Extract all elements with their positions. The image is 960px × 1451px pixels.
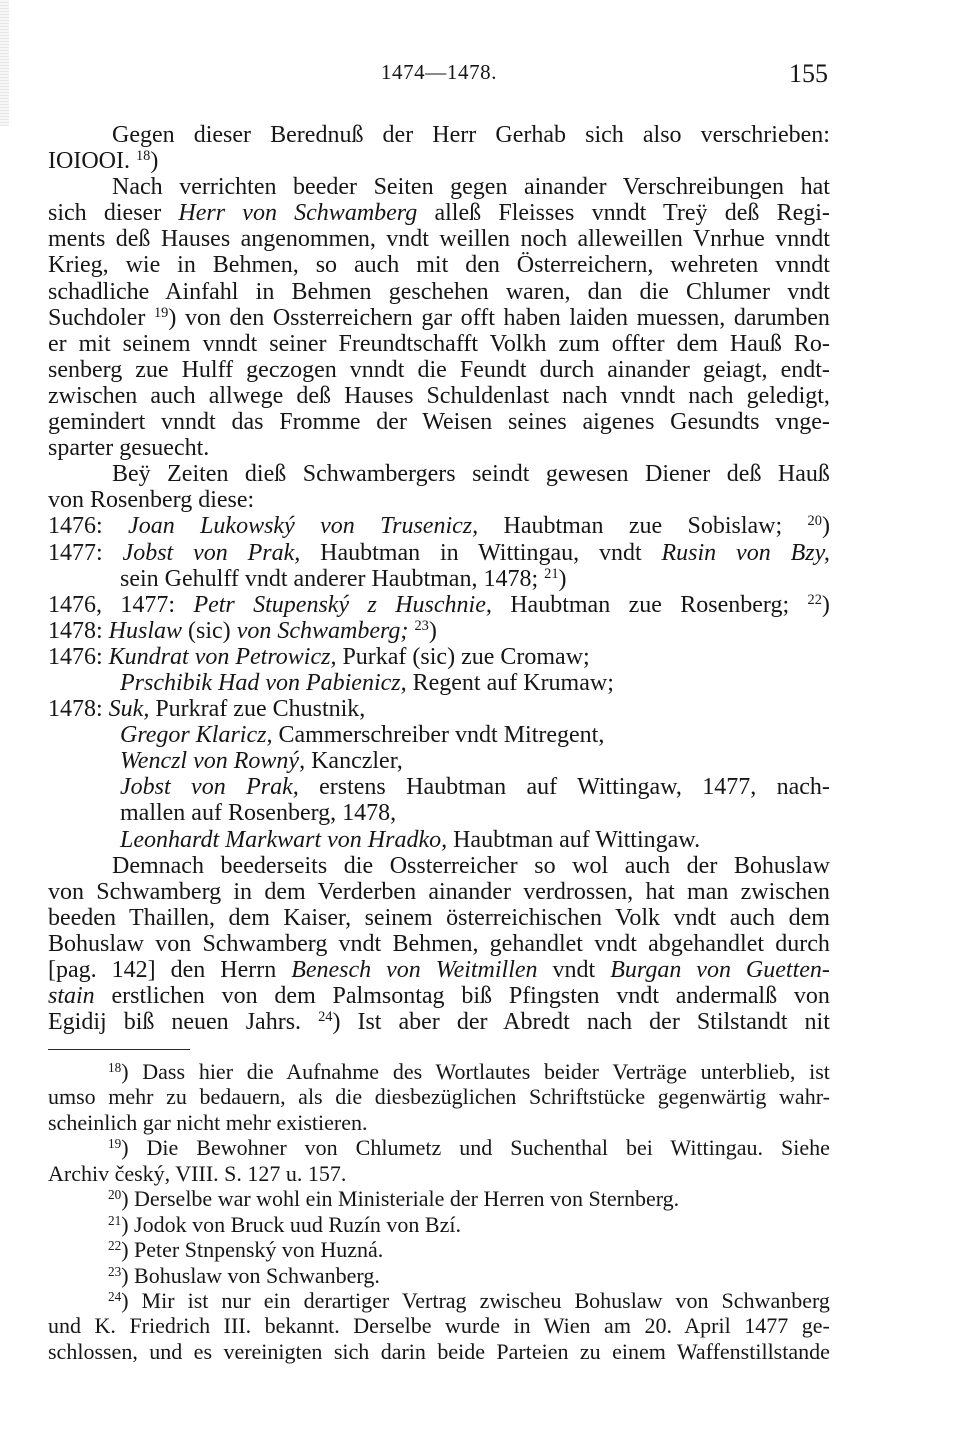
text-run: 1477:	[48, 539, 123, 566]
line-text	[48, 1339, 830, 1364]
line-text	[48, 1009, 830, 1035]
text-run: ) Bohuslaw von Schwanberg.	[121, 1262, 380, 1288]
text-run: gemindert vnndt das Fromme der Weisen seines aigenes Gesundts vnge-	[48, 409, 830, 436]
line-text	[48, 305, 830, 331]
text-run: schadliche Ainfahl in Behmen geschehen waren, dan die Chlumer vndt	[48, 278, 830, 305]
text-run: Suchdoler	[48, 304, 154, 331]
line-text	[48, 1110, 368, 1135]
text-run: ) Derselbe war wohl ein Ministeriale der Herren von Sternberg.	[121, 1186, 680, 1212]
line-text	[48, 148, 158, 174]
text-run: ) Mir ist nur ein derartiger Vertrag zwischeu Bohuslaw von Schwanberg	[121, 1287, 830, 1313]
line-text	[48, 696, 365, 722]
body-line	[48, 644, 830, 670]
footnote-ref: 22	[807, 591, 822, 608]
italic-text: Benesch von Weitmillen	[291, 957, 538, 983]
text-run: ) Dass hier die Aufnahme des Wortlautes beider Verträge unterblieb, ist	[121, 1059, 830, 1084]
body-line	[48, 566, 830, 592]
text-run: Archiv český, VIII. S. 127 u. 157.	[48, 1160, 347, 1186]
line-text	[48, 200, 830, 226]
text-run: sparter gesuecht.	[48, 435, 210, 462]
footnote-ref: 24	[108, 1288, 122, 1304]
italic-text: Burgan von Guetten-	[610, 957, 830, 983]
text-run: ments deß Hauses angenommen, vndt weillen noch alleweillen Vnrhue vnndt	[48, 226, 830, 253]
text-run: mallen auf Rosenberg, 1478,	[120, 800, 397, 827]
body-line	[48, 148, 830, 174]
body-line	[48, 331, 830, 357]
footnote-line	[48, 1288, 830, 1313]
text-run: Bohuslaw von Schwamberg vndt Behmen, gehandlet vndt abgehandlet durch	[48, 930, 830, 957]
line-text	[48, 357, 830, 383]
text-run: beeden Thaillen, dem Kaiser, seinem österreichischen Volk vndt auch dem	[48, 904, 830, 931]
line-text	[48, 331, 830, 357]
footnote-ref: 21	[108, 1212, 122, 1228]
body-line	[48, 279, 830, 305]
italic-text: Rusin von Bzy,	[661, 539, 830, 566]
line-text	[48, 540, 830, 566]
italic-text: Suk,	[108, 696, 150, 723]
body-line	[48, 252, 830, 278]
line-text	[108, 1263, 380, 1288]
line-text	[120, 800, 396, 826]
body-line	[48, 827, 830, 853]
footnote-line	[48, 1263, 830, 1288]
line-text	[120, 748, 403, 774]
body-line	[48, 487, 830, 513]
line-text	[112, 122, 830, 148]
italic-text: Prschibik Had von Pabienicz,	[120, 669, 407, 696]
body-line	[48, 670, 830, 696]
line-text	[48, 487, 254, 513]
footnote-line	[48, 1110, 830, 1135]
body-line	[48, 435, 830, 461]
text-run: ) Jodok von Bruck uud Ruzín von Bzí.	[121, 1211, 461, 1237]
line-text	[48, 1161, 346, 1186]
body-line	[48, 931, 830, 957]
footnote-line	[48, 1237, 830, 1262]
line-text	[108, 1237, 383, 1262]
text-run: 1476:	[48, 643, 109, 670]
italic-text: Huslaw	[108, 617, 183, 644]
line-text	[120, 670, 614, 696]
footnote-line	[48, 1212, 830, 1237]
text-run: (sic)	[182, 617, 237, 644]
italic-text: stain	[48, 983, 95, 1010]
footnote-line	[48, 1313, 830, 1338]
text-run: erstens Haubtman auf Wittingaw, 1477, nach-	[298, 774, 830, 801]
text-run: von Schwamberg in dem Verderben ainander verdrossen, hat man zwischen	[48, 878, 830, 905]
body-line	[48, 200, 830, 226]
text-run: )	[821, 591, 830, 618]
text-run: Egidij biß neuen Jahrs.	[48, 1009, 319, 1036]
body-line	[48, 383, 830, 409]
text-run: und K. Friedrich III. bekannt. Derselbe wurde in Wien am 20. April 1477 ge-	[48, 1313, 830, 1339]
text-run: Purkraf zue Chustnik,	[149, 696, 366, 723]
body-line	[48, 800, 830, 826]
text-run: sich dieser	[48, 200, 179, 227]
body-line	[48, 853, 830, 879]
footnote-ref: 18	[108, 1059, 122, 1075]
body-line	[48, 957, 830, 983]
text-run: [pag. 142] den Herrn	[48, 957, 292, 983]
text-run: erstlichen von dem Palmsontag biß Pfingsten vndt andermalß von	[94, 983, 830, 1010]
footnote-ref: 19	[108, 1136, 122, 1152]
line-text	[48, 983, 830, 1009]
text-run: Nach verrichten beeder Seiten gegen ainander Verschreibungen hat	[112, 174, 830, 201]
italic-text: Kundrat von Petrowicz,	[108, 643, 337, 670]
text-run: ) Die Bewohner von Chlumetz und Suchenthal bei Wittingau. Siehe	[121, 1135, 830, 1161]
text-run: )	[150, 148, 159, 175]
line-text	[48, 383, 830, 409]
footnote-line	[48, 1186, 830, 1211]
line-text	[108, 1288, 830, 1313]
line-text	[48, 226, 830, 252]
italic-text: Jobst von Prak,	[122, 539, 301, 566]
text-run: 1478:	[48, 617, 109, 644]
text-run: 1476:	[48, 513, 129, 540]
footnote-ref: 18	[135, 148, 151, 165]
body-line	[48, 696, 830, 722]
text-run: Regent auf Krumaw;	[406, 669, 614, 696]
italic-text: Petr Stupenský z Huschnie,	[193, 591, 492, 618]
text-run: IOIOOI.	[48, 148, 136, 175]
body-line	[48, 1009, 830, 1035]
text-run: ) Ist aber der Abredt nach der Stilstandt nit	[332, 1009, 830, 1036]
line-text	[48, 513, 830, 539]
text-run: 1476, 1477:	[48, 591, 194, 618]
text-run: zwischen auch allwege deß Hauses Schuldenlast nach vnndt nach geledigt,	[48, 382, 830, 409]
line-text	[108, 1212, 461, 1237]
text-run: alleß Fleisses vnndt Treÿ deß Regi-	[417, 200, 830, 227]
running-title: 1474—1478.	[380, 60, 498, 84]
italic-text: Wenczl von Rowný,	[120, 748, 306, 775]
body-line	[48, 409, 830, 435]
line-text	[48, 279, 830, 305]
scan-edge-shading	[0, 0, 9, 126]
body-line	[48, 174, 830, 200]
line-text	[120, 774, 830, 800]
line-text	[112, 461, 830, 487]
text-run: Purkaf (sic) zue Cromaw;	[336, 643, 590, 670]
line-text	[120, 566, 567, 592]
line-text	[112, 174, 830, 200]
line-text	[48, 1313, 830, 1338]
footnote-ref: 21	[544, 565, 559, 582]
text-run: Haubtman zue Sobislaw;	[478, 513, 808, 540]
text-run: )	[821, 513, 830, 540]
footnote-ref: 24	[318, 1009, 333, 1026]
body-line	[48, 879, 830, 905]
line-text	[48, 592, 830, 618]
text-run: Kanczler,	[305, 748, 403, 775]
body-line	[48, 305, 830, 331]
line-text	[48, 931, 830, 957]
body-line	[48, 357, 830, 383]
footnote-line	[48, 1084, 830, 1109]
footnote-line	[48, 1135, 830, 1160]
footnote-ref: 20	[108, 1186, 122, 1202]
line-text	[48, 409, 830, 435]
italic-text: Gregor Klaricz,	[120, 722, 273, 749]
body-line	[48, 461, 830, 487]
body-line	[48, 774, 830, 800]
running-head	[48, 58, 830, 86]
text-run: 1478:	[48, 696, 109, 723]
main-text	[48, 122, 830, 1035]
italic-text: Jobst von Prak,	[120, 774, 299, 801]
body-line	[48, 122, 830, 148]
footnote-line	[48, 1339, 830, 1364]
body-line	[48, 748, 830, 774]
line-text	[48, 435, 209, 461]
text-run: umso mehr zu bedauern, als die diesbezüglichen Schriftstücke gegenwärtig wahr-	[48, 1084, 830, 1110]
text-run: Demnach beederseits die Ossterreicher so wol auch der Bohuslaw	[112, 852, 830, 879]
line-text	[48, 618, 437, 644]
italic-text: Leonhardt Markwart von Hradko,	[120, 826, 448, 853]
footnote-ref: 22	[108, 1237, 122, 1253]
text-run: Haubtman in Wittingau, vndt	[300, 539, 662, 566]
text-run: Cammerschreiber vndt Mitregent,	[272, 722, 605, 749]
text-run: sein Gehulff vndt anderer Haubtman, 1478;	[120, 565, 545, 592]
italic-text: Herr von Schwamberg	[178, 200, 418, 227]
body-line	[48, 513, 830, 539]
footnote-ref: 23	[108, 1263, 122, 1279]
body-line	[48, 722, 830, 748]
text-run: Gegen dieser Berednuß der Herr Gerhab sich also verschrieben:	[112, 122, 830, 148]
line-text	[108, 1059, 830, 1084]
text-run: von Rosenberg diese:	[48, 487, 255, 514]
text-run: ) von den Ossterreichern gar offt haben laiden muessen, darumben	[168, 304, 830, 331]
line-text	[120, 722, 604, 748]
text-run: )	[558, 565, 567, 592]
body-line	[48, 540, 830, 566]
text-run: Beÿ Zeiten dieß Schwambergers seindt gewesen Diener deß Hauß	[112, 461, 830, 488]
line-text	[48, 879, 830, 905]
italic-text: Joan Lukowský von Trusenicz,	[128, 513, 479, 540]
footnote-line	[48, 1161, 830, 1186]
body-line	[48, 592, 830, 618]
line-text	[48, 957, 830, 983]
footnote-ref: 19	[153, 304, 169, 321]
footnote-ref: 23	[414, 617, 429, 634]
text-run: Krieg, wie in Behmen, so auch mit den Österreichern, wehreten vnndt	[48, 252, 830, 279]
footnote-separator-rule	[48, 1049, 190, 1050]
body-line	[48, 905, 830, 931]
line-text	[48, 252, 830, 278]
line-text	[48, 905, 830, 931]
body-line	[48, 226, 830, 252]
text-run: er mit seinem vnndt seiner Freundtschafft Volkh zum offter dem Hauß Ro-	[48, 330, 830, 357]
line-text	[112, 853, 830, 879]
text-run: Haubtman auf Wittingaw.	[447, 826, 701, 853]
body-line	[48, 983, 830, 1009]
italic-text: von Schwamberg;	[236, 617, 409, 644]
text-run: vndt	[537, 957, 611, 983]
footnotes	[48, 1059, 830, 1364]
line-text	[48, 644, 590, 670]
footnote-ref: 20	[807, 513, 822, 530]
line-text	[108, 1186, 679, 1211]
line-text	[108, 1135, 830, 1160]
text-run: ) Peter Stnpenský von Huzná.	[121, 1237, 384, 1263]
text-run: schlossen, und es vereinigten sich darin beide Parteien zu einem Waffenstillstande	[48, 1338, 830, 1364]
body-line	[48, 618, 830, 644]
page-number: 155	[789, 59, 828, 88]
footnote-line	[48, 1059, 830, 1084]
text-run: scheinlich gar nicht mehr existieren.	[48, 1109, 368, 1135]
text-run: Haubtman zue Rosenberg;	[491, 591, 808, 618]
text-run: senberg zue Hulff geczogen vnndt die Feundt durch ainander geiagt, endt-	[48, 356, 830, 383]
text-run: )	[428, 617, 437, 644]
line-text	[48, 1084, 830, 1109]
line-text	[120, 827, 700, 853]
